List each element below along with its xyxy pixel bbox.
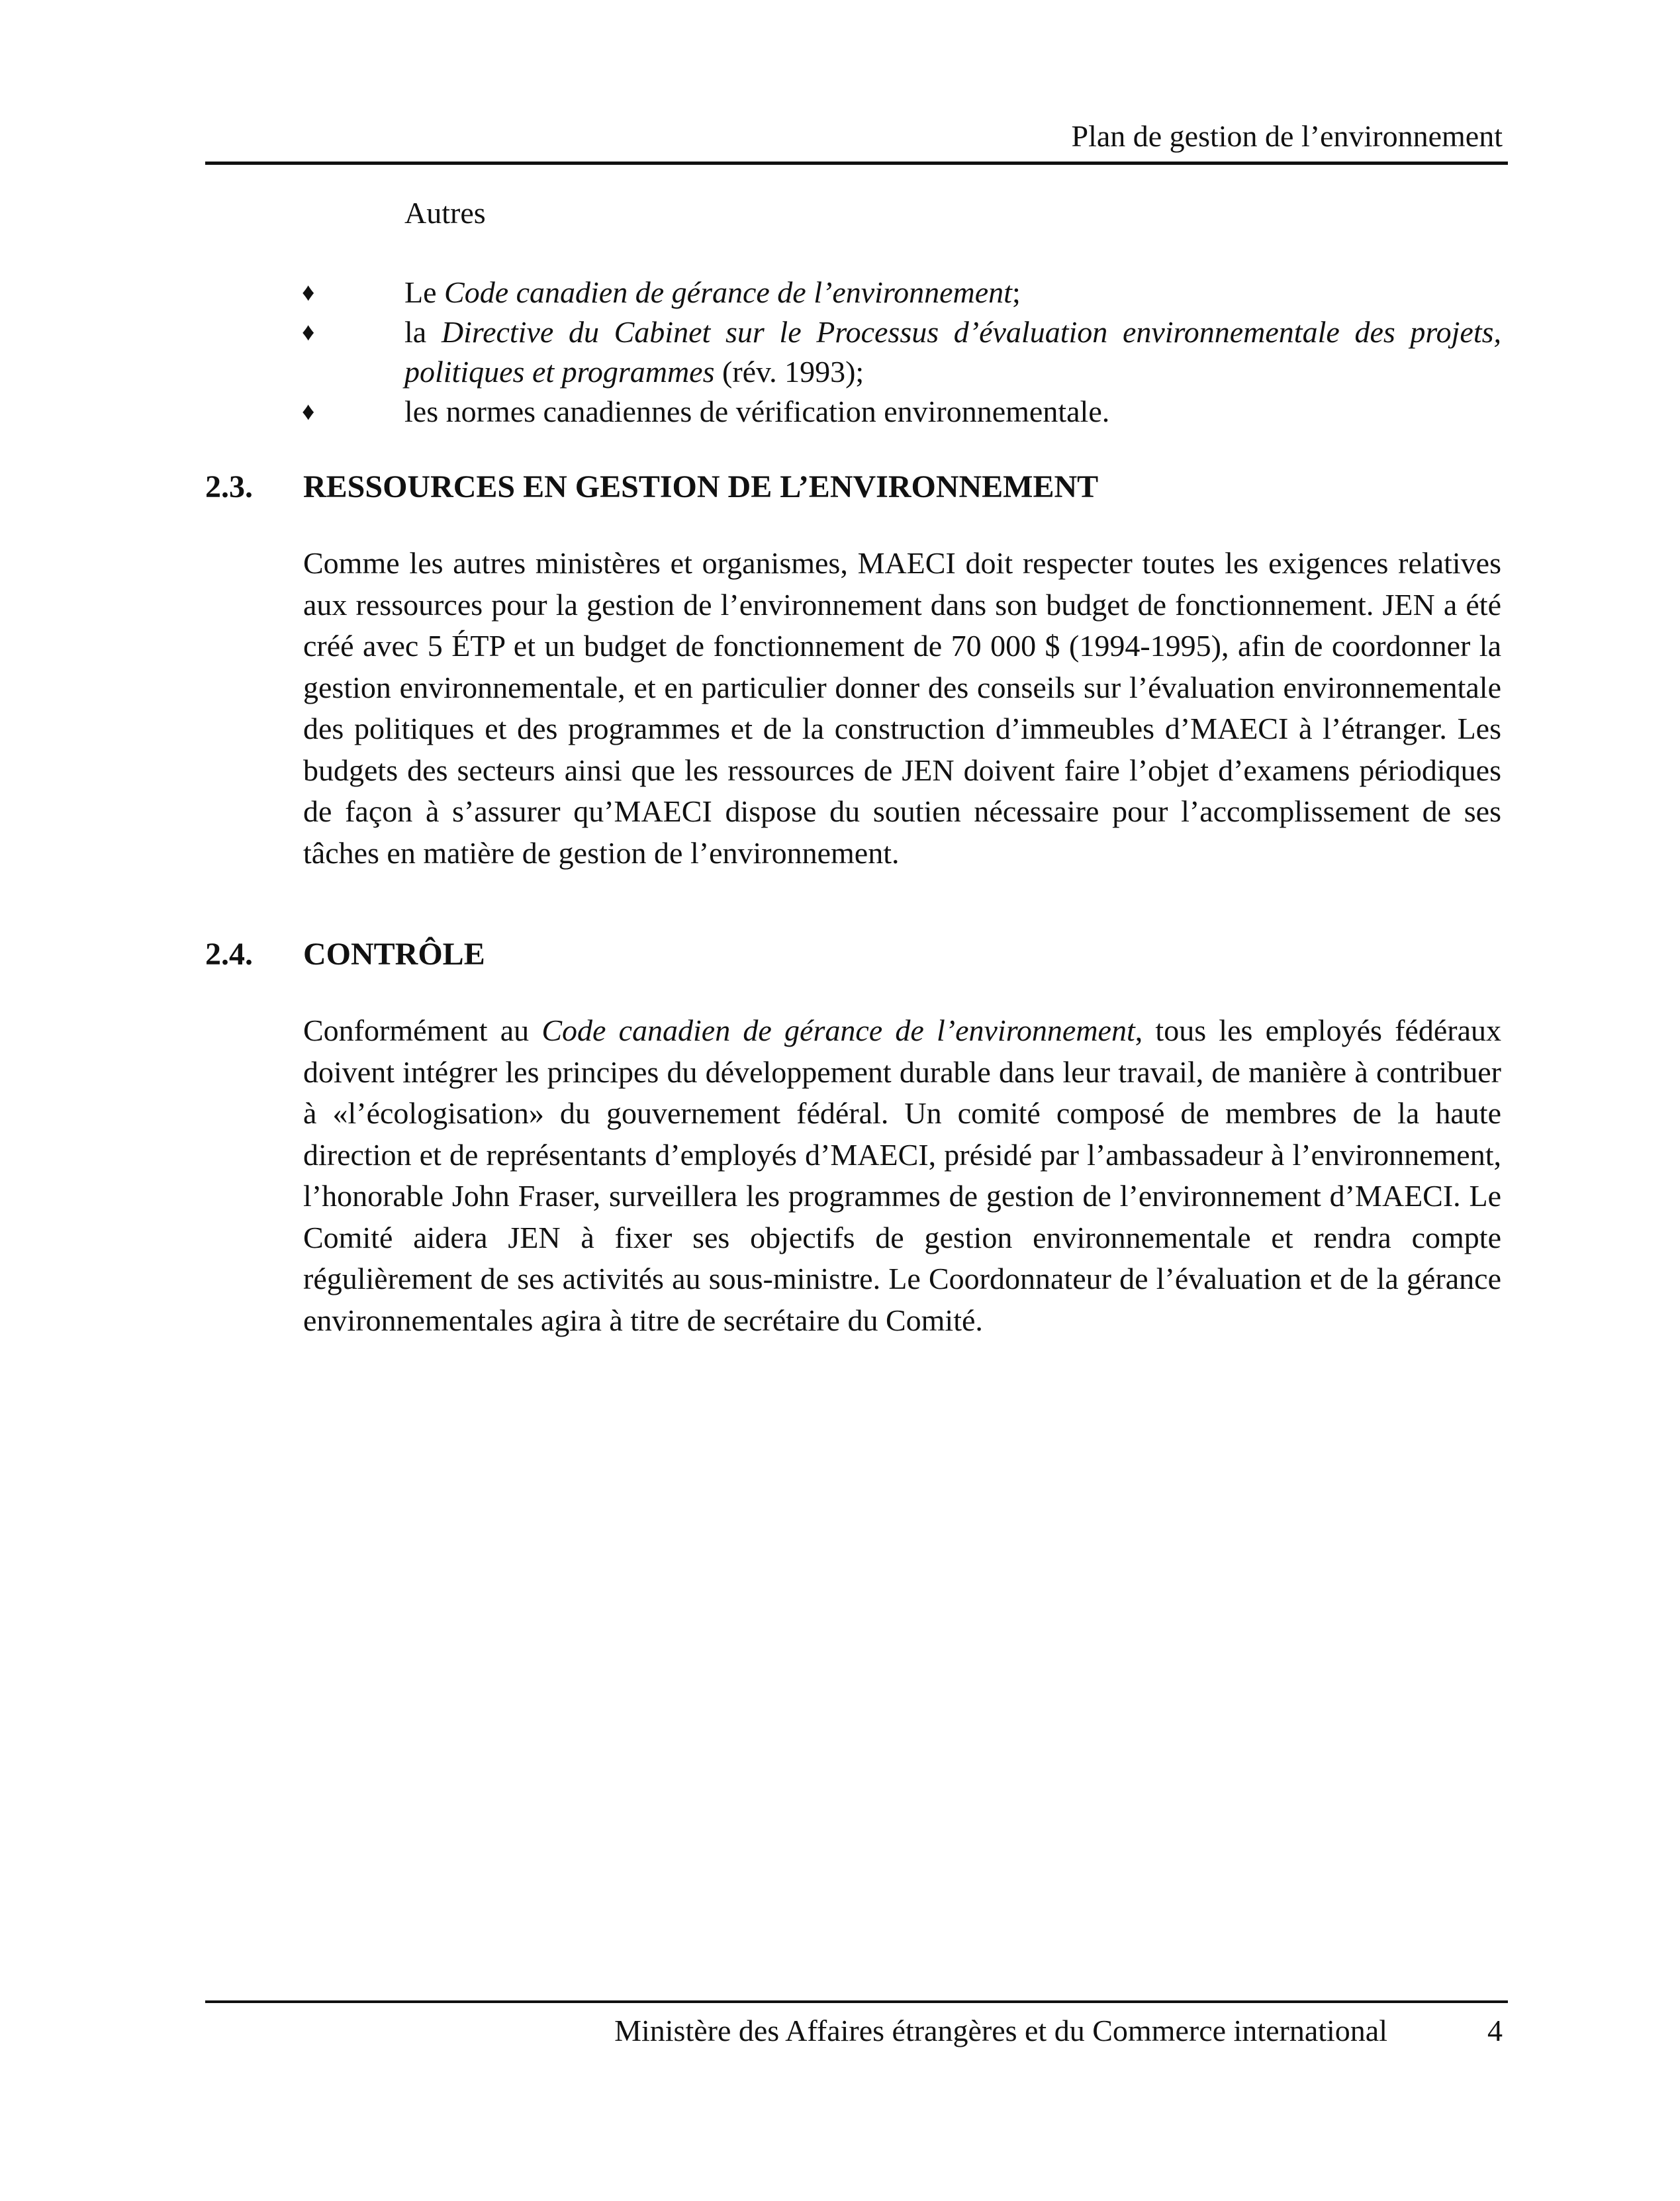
section-2-4-paragraph: Conformément au Code canadien de gérance de l’environnement, tous les employés fédéraux doivent intégrer les principes du développement durable dans leur travail, de manière à contribuer à «l’écologisation» du gouvernement fédéral. Un comité composé de membres de la haute direction et de représentants d’employés d’MAECI, présidé par l’ambassadeur à l’environnement, l’honorable John Fraser, surveillera les programmes de gestion de l’environnement d’MAECI. Le Comité aidera JEN à fixer ses objectifs de gestion environnementale et rendra compte régulièrement de ses activités au sous-ministre. Le Coordonnateur de l’évaluation et de la gérance environnementales agira à titre de secrétaire du Comité.	[303, 1013, 1501, 1337]
section-2-3-paragraph: Comme les autres ministères et organismes, MAECI doit respecter toutes les exigences relatives aux ressources pour la gestion de l’environnement dans son budget de fonctionnement. JEN a été créé avec 5 ÉTP et un budget de fonctionnement de 70 000 $ (1994-1995), afin de coordonner la gestion environnementale, et en particulier donner des conseils sur l’évaluation environnementale des politiques et des programmes et de la construction d’immeubles d’MAECI à l’étranger. Les budgets des secteurs ainsi que les ressources de JEN doivent faire l’objet d’examens périodiques de façon à s’assurer qu’MAECI dispose du soutien nécessaire pour l’accomplissement de ses tâches en matière de gestion de l’environnement.	[303, 546, 1501, 870]
bullet-item	[302, 312, 1501, 392]
bullet-text: Le Code canadien de gérance de l’environnement;	[404, 275, 1021, 309]
section-number-2-4: 2.4.	[205, 937, 253, 972]
diamond-bullet-icon: ♦	[302, 318, 315, 346]
bullet-item	[302, 392, 1501, 432]
page-number: 4	[1487, 2014, 1503, 2047]
bullet-text: la Directive du Cabinet sur le Processus d’évaluation environnementale des projets, politiques et programmes (rév. 1993);	[404, 315, 1502, 389]
section-number-2-3: 2.3.	[205, 469, 253, 504]
bullet-list	[302, 273, 1501, 432]
diamond-bullet-icon: ♦	[302, 279, 315, 306]
diamond-bullet-icon: ♦	[302, 398, 315, 426]
bullet-item	[302, 273, 1501, 312]
running-footer: Ministère des Affaires étrangères et du Commerce international	[614, 2014, 1387, 2047]
header-rule	[205, 162, 1508, 165]
running-header: Plan de gestion de l’environnement	[1071, 119, 1503, 153]
section-title-ressources: RESSOURCES EN GESTION DE L’ENVIRONNEMENT	[303, 469, 1099, 504]
bullet-text: les normes canadiennes de vérification environnementale.	[404, 395, 1110, 428]
footer-rule	[205, 2000, 1508, 2003]
section-title-controle: CONTRÔLE	[303, 937, 485, 972]
subheading-autres: Autres	[404, 196, 486, 230]
